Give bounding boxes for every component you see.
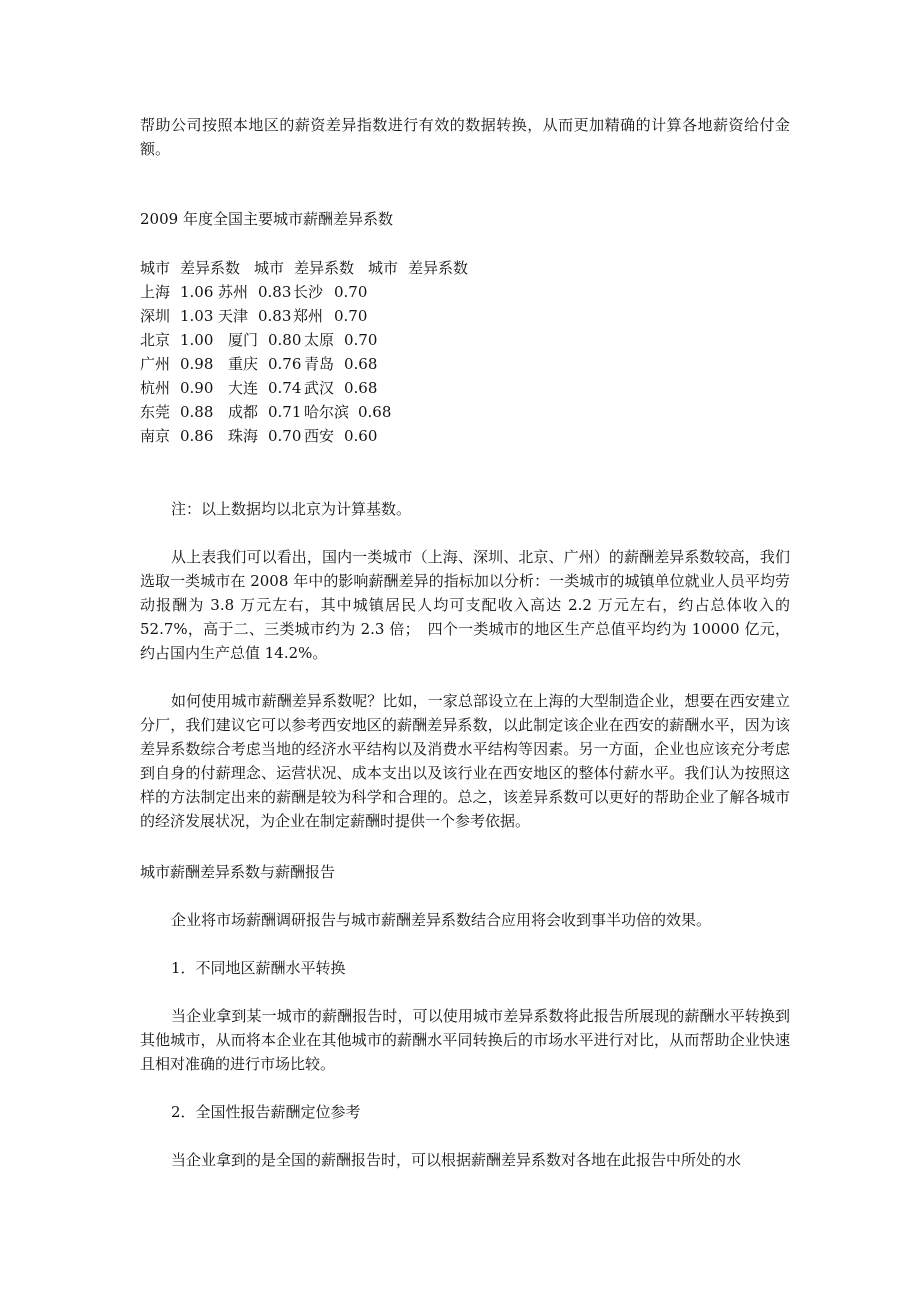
table-cell: 西安: [304, 427, 335, 445]
table-cell: 大连: [228, 379, 259, 397]
table-cell: 成都: [228, 403, 259, 421]
intro-paragraph: 帮助公司按照本地区的薪资差异指数进行有效的数据转换，从而更加精确的计算各地薪资给付金额。: [140, 116, 790, 158]
table-cell: 珠海: [228, 427, 259, 445]
national-report-paragraph: 当企业拿到的是全国的薪酬报告时，可以根据薪酬差异系数对各地在此报告中所处的水: [171, 1151, 742, 1169]
analysis-paragraph: 从上表我们可以看出，国内一类城市（上海、深圳、北京、广州）的薪酬差异系数较高，我们选取一类城市在 2008 年中的影响薪酬差异的指标加以分析：一类城市的城镇单位就业人员平均劳动报酬为 3.8 万元左右，其中城镇居民人均可支配收入高达 2.2 万元左右，约占总体收入的 52.7%，高于二、三类城市约为 2.3 倍； 四个一类城市的地区生产总值平均约为 10000 亿元，约占国内生产总值 14.2%。: [140, 548, 790, 662]
header-coef-3: 差异系数: [408, 259, 469, 277]
table-cell: 1.00: [180, 331, 214, 349]
header-city-3: 城市: [368, 259, 399, 277]
table-cell: 0.76: [268, 355, 302, 373]
conversion-paragraph: 当企业拿到某一城市的薪酬报告时，可以使用城市差异系数将此报告所展现的薪酬水平转换到其他城市，从而将本企业在其他城市的薪酬水平同转换后的市场水平进行对比，从而帮助企业快速且相对准确的进行市场比较。: [140, 1007, 790, 1073]
table-cell: 0.60: [344, 427, 378, 445]
header-city-1: 城市: [140, 259, 171, 277]
table-cell: 0.74: [268, 379, 302, 397]
table-cell: 0.86: [180, 427, 214, 445]
table-cell: 1.06: [180, 283, 214, 301]
table-cell: 0.70: [334, 283, 368, 301]
table-title: 2009 年度全国主要城市薪酬差异系数: [140, 210, 393, 228]
table-cell: 0.68: [358, 403, 392, 421]
section-heading: 城市薪酬差异系数与薪酬报告: [140, 863, 336, 881]
table-cell: 杭州: [140, 379, 171, 397]
table-cell: 0.70: [334, 307, 368, 325]
table-cell: 长沙: [293, 283, 324, 301]
table-cell: 0.80: [268, 331, 302, 349]
table-cell: 深圳: [140, 307, 171, 325]
table-cell: 天津: [218, 307, 249, 325]
note-text: 注：以上数据均以北京为计算基数。: [171, 500, 412, 518]
table-cell: 苏州: [218, 283, 249, 301]
table-cell: 0.71: [268, 403, 302, 421]
header-coef-2: 差异系数: [294, 259, 355, 277]
table-cell: 上海: [140, 283, 171, 301]
table-cell: 哈尔滨: [304, 403, 350, 421]
subheading-1: 1．不同地区薪酬水平转换: [171, 959, 346, 977]
table-cell: 0.68: [344, 379, 378, 397]
table-cell: 郑州: [293, 307, 324, 325]
header-city-2: 城市: [254, 259, 285, 277]
table-cell: 重庆: [228, 355, 259, 373]
table-cell: 1.03: [180, 307, 214, 325]
table-cell: 南京: [140, 427, 171, 445]
table-cell: 0.68: [344, 355, 378, 373]
table-cell: 0.83: [258, 283, 292, 301]
combination-paragraph: 企业将市场薪酬调研报告与城市薪酬差异系数结合应用将会收到事半功倍的效果。: [171, 911, 712, 929]
table-cell: 武汉: [304, 379, 335, 397]
table-cell: 0.88: [180, 403, 214, 421]
table-cell: 东莞: [140, 403, 171, 421]
table-cell: 0.98: [180, 355, 214, 373]
subheading-2: 2．全国性报告薪酬定位参考: [171, 1103, 361, 1121]
table-cell: 太原: [304, 331, 335, 349]
table-cell: 0.83: [258, 307, 292, 325]
table-cell: 青岛: [304, 355, 335, 373]
header-coef-1: 差异系数: [180, 259, 241, 277]
usage-paragraph: 如何使用城市薪酬差异系数呢？比如，一家总部设立在上海的大型制造企业，想要在西安建立分厂，我们建议它可以参考西安地区的薪酬差异系数，以此制定该企业在西安的薪酬水平，因为该差异系数综合考虑当地的经济水平结构以及消费水平结构等因素。另一方面，企业也应该充分考虑到自身的付薪理念、运营状况、成本支出以及该行业在西安地区的整体付薪水平。我们认为按照这样的方法制定出来的薪酬是较为科学和合理的。总之，该差异系数可以更好的帮助企业了解各城市的经济发展状况，为企业在制定薪酬时提供一个参考依据。: [140, 692, 790, 830]
table-cell: 厦门: [228, 331, 259, 349]
table-cell: 0.70: [268, 427, 302, 445]
table-cell: 广州: [140, 355, 171, 373]
table-cell: 0.70: [344, 331, 378, 349]
table-cell: 0.90: [180, 379, 214, 397]
table-cell: 北京: [140, 331, 171, 349]
